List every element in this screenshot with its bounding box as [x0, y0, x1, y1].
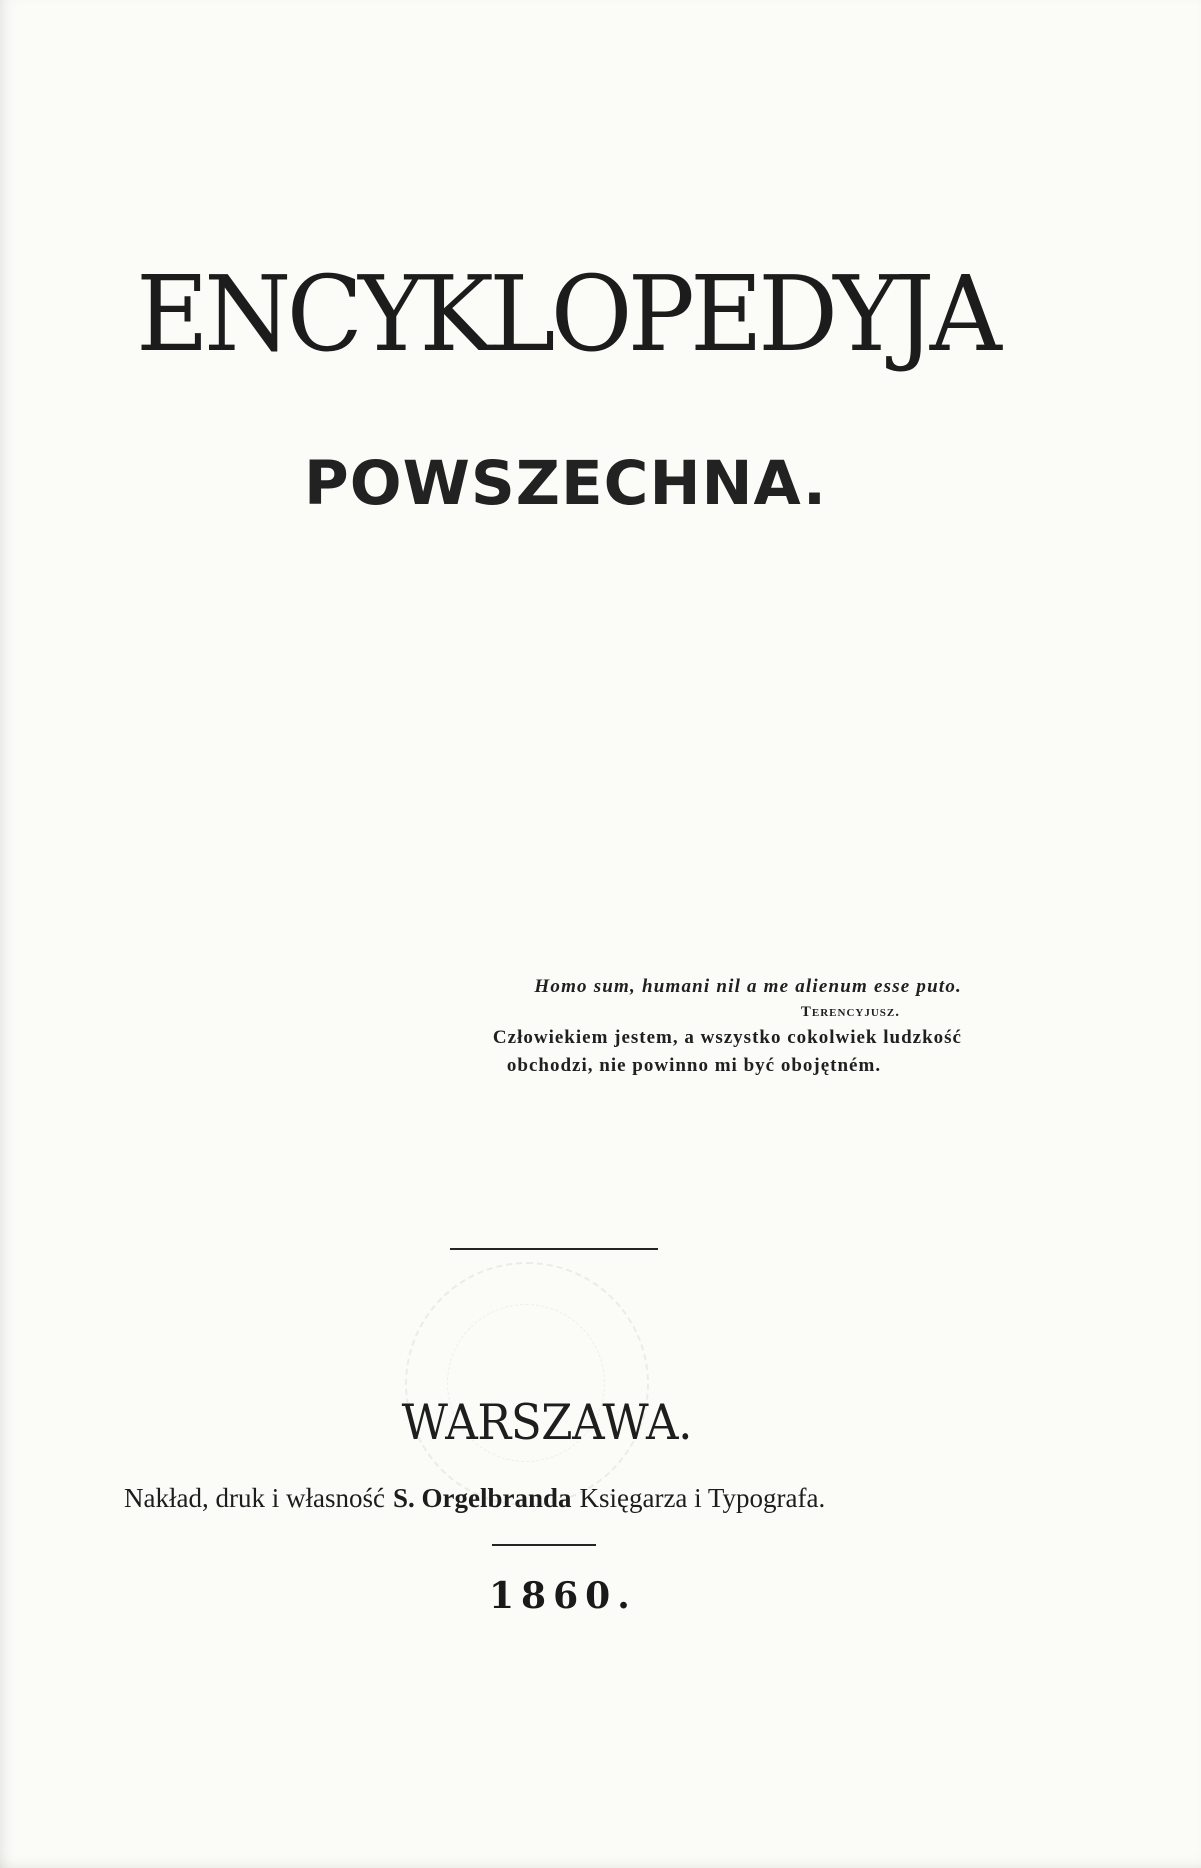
epigraph	[392, 976, 962, 1077]
faded-stamp	[405, 1262, 649, 1506]
imprint-year: 1860.	[489, 1575, 637, 1617]
divider-rule	[450, 1248, 658, 1250]
divider-rule-short	[492, 1544, 596, 1546]
publisher-suffix: Księgarza i Typografa.	[579, 1483, 826, 1513]
epigraph-translation-line-2: obchodzi, nie powinno mi być obojętném.	[506, 1055, 882, 1076]
epigraph-latin: Homo sum, humani nil a me alienum esse puto.	[534, 976, 962, 997]
publisher-name: S. Orgelbranda	[392, 1483, 572, 1513]
publisher-prefix: Nakład, druk i własność	[124, 1483, 385, 1513]
sub-title: POWSZECHNA.	[304, 448, 828, 519]
imprint-publisher	[124, 1482, 984, 1514]
epigraph-author: Terencyjusz.	[800, 1004, 900, 1020]
main-title: ENCYKLOPEDYJA	[136, 253, 998, 375]
imprint-city-text: WARSZAWA.	[401, 1394, 693, 1451]
epigraph-translation-line-1: Człowiekiem jestem, a wszystko cokolwiek ludzkość	[492, 1027, 962, 1048]
imprint-city	[0, 1394, 1130, 1451]
